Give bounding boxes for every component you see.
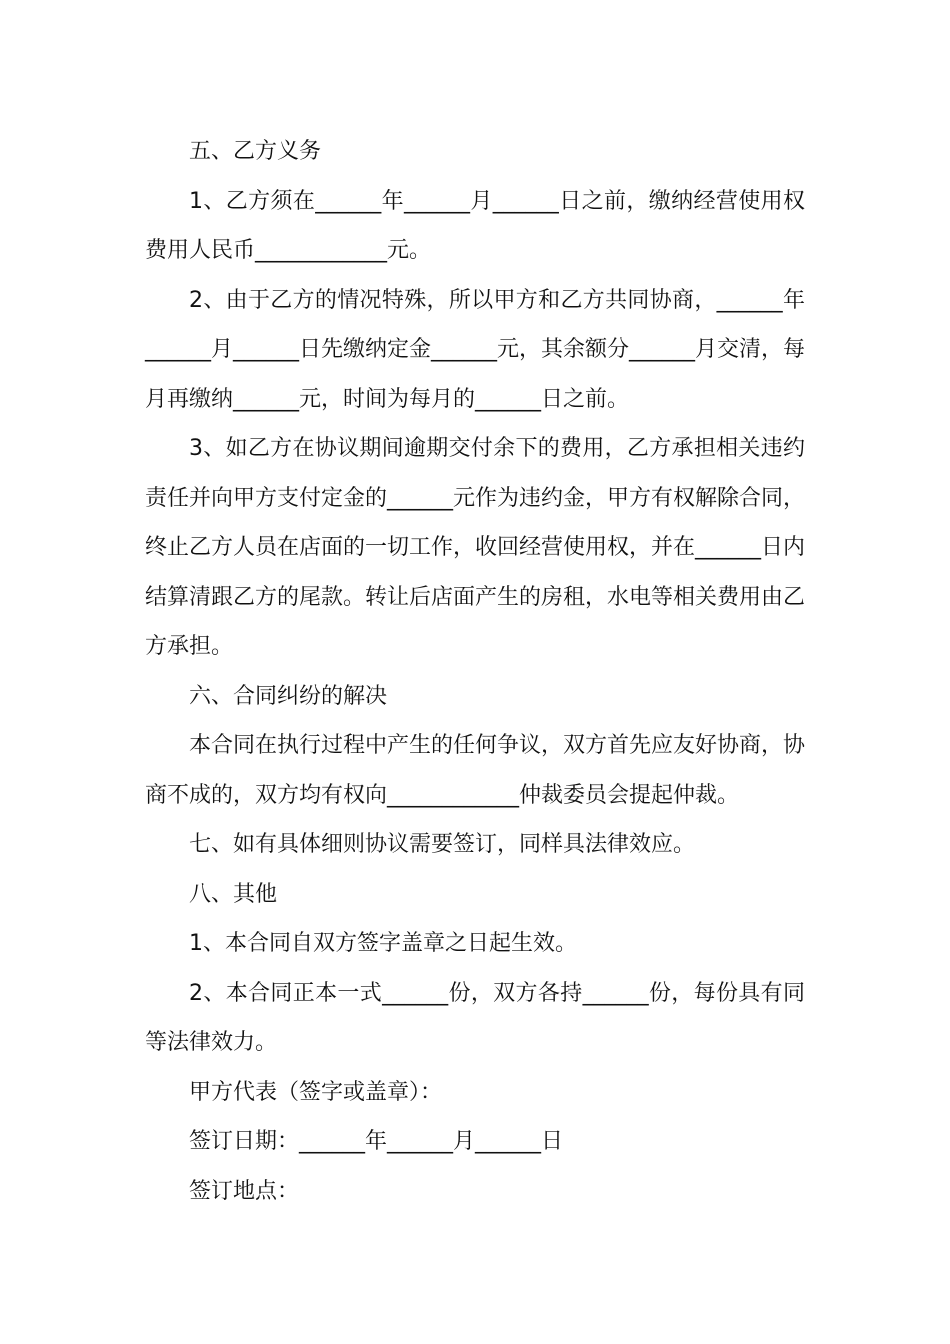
section-heading-party-b-obligations: 五、乙方义务 [189,139,322,164]
signing-location: 签订地点： [189,1178,300,1204]
clause-arbitration: 本合同在执行过程中产生的任何争议，双方首先应友好协商，协商不成的，双方均有权向____________仲裁委员会提起仲裁。 [145,733,806,808]
clause-late-payment-penalty: 3、如乙方在协议期间逾期交付余下的费用，乙方承担相关违约责任并向甲方支付定金的______元作为违约金，甲方有权解除合同，终止乙方人员在店面的一切工作，收回经营使用权，并在______日内结算清跟乙方的尾款。转让后店面产生的房租，水电等相关费用由乙方承担。 [145,436,806,659]
clause-payment-deadline: 1、乙方须在______年______月______日之前，缴纳经营使用权费用人民币____________元。 [145,188,805,263]
clause-deposit-installments: 2、由于乙方的情况特殊，所以甲方和乙方共同协商，______年______月______日先缴纳定金______元，其余额分______月交清，每月再缴纳______元，时间为每月的______日之前。 [145,287,806,412]
signing-date: 签订日期：______年______月______日 [189,1129,564,1154]
section-heading-other: 八、其他 [189,881,278,907]
clause-effective-date: 1、本合同自双方签字盖章之日起生效。 [189,931,577,956]
clause-copies: 2、本合同正本一式______份，双方各持______份，每份具有同等法律效力。 [145,980,805,1055]
section-heading-dispute-resolution: 六、合同纠纷的解决 [189,683,388,709]
section-heading-detailed-rules: 七、如有具体细则协议需要签订，同样具法律效应。 [189,832,696,857]
document-page [145,127,805,1216]
signature-party-a: 甲方代表（签字或盖章）： [189,1079,443,1105]
